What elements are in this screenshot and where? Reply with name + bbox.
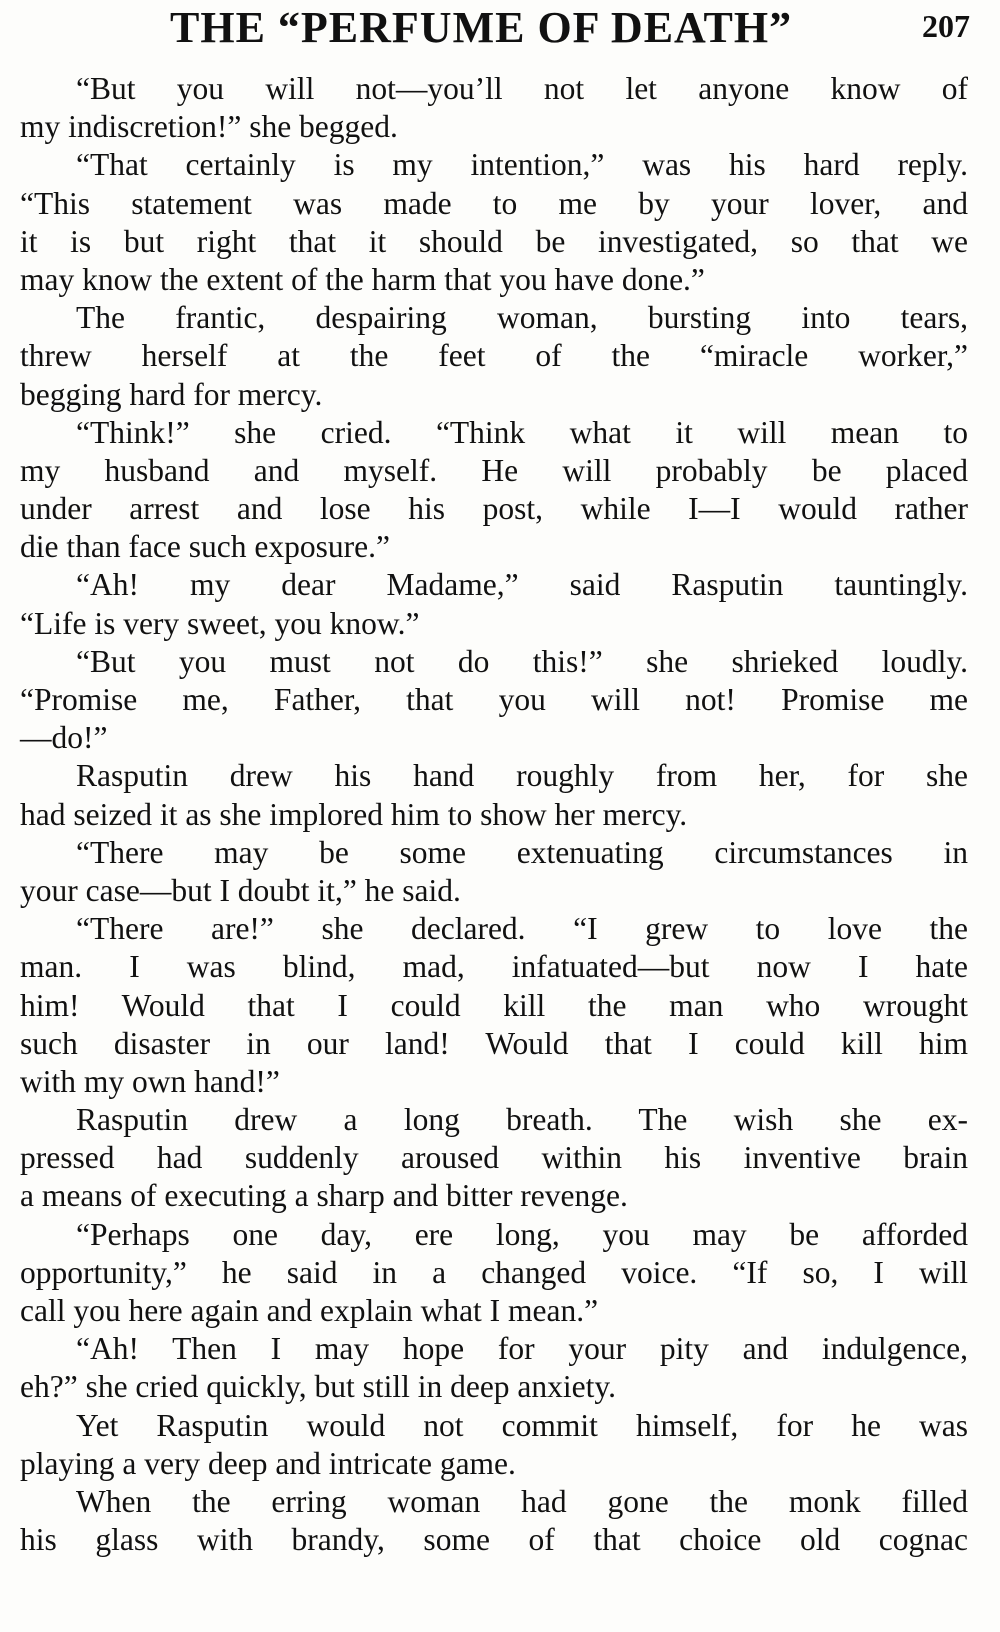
page-header [20,0,980,52]
text-line: my indiscretion!” she begged. [20,109,398,145]
text-line: threw herself at the feet of the “miracle worker,” [20,338,968,374]
text-line: pressed had suddenly aroused within his inventive brain [20,1140,968,1176]
text-line: with my own hand!” [20,1063,280,1099]
text-line: man. I was blind, mad, infatuated—but now I hate [20,949,968,985]
text-line: “But you will not—you’ll not let anyone know of [76,71,968,106]
text-line: —do!” [20,720,108,756]
text-line: “Promise me, Father, that you will not! Promise me [20,682,968,717]
text-line: “Life is very sweet, you know.” [20,605,420,641]
text-line: When the erring woman had gone the monk filled [76,1483,968,1519]
text-line: under arrest and lose his post, while I—I would rather [20,491,968,527]
text-line: had seized it as she implored him to show her mercy. [20,796,688,832]
text-line: “Perhaps one day, ere long, you may be afforded [76,1216,968,1252]
text-line: The frantic, despairing woman, bursting into tears, [76,300,968,336]
text-line: “This statement was made to me by your lover, and [20,185,968,221]
text-line: “That certainly is my intention,” was his hard reply. [76,147,968,183]
text-line: call you here again and explain what I mean.” [20,1293,599,1328]
text-line: “Ah! Then I may hope for your pity and indulgence, [76,1331,968,1367]
text-line: his glass with brandy, some of that choice old cognac [20,1522,968,1558]
text-line: Yet Rasputin would not commit himself, for he was [76,1407,968,1443]
text-line: opportunity,” he said in a changed voice. “If so, I will [20,1254,968,1290]
text-line: playing a very deep and intricate game. [20,1445,516,1481]
text-line: may know the extent of the harm that you have done.” [20,261,705,297]
text-line: begging hard for mercy. [20,376,323,412]
text-line: “Ah! my dear Madame,” said Rasputin tauntingly. [76,567,968,603]
text-line: eh?” she cried quickly, but still in deep anxiety. [20,1369,616,1405]
text-line: him! Would that I could kill the man who wrought [20,987,968,1023]
text-line: “But you must not do this!” she shrieked loudly. [76,643,968,679]
text-line: die than face such exposure.” [20,529,390,565]
text-line: “Think!” she cried. “Think what it will mean to [76,414,968,450]
body-text [20,70,968,1559]
text-line: “There may be some extenuating circumstances in [76,834,968,870]
text-line: your case—but I doubt it,” he said. [20,872,461,908]
page-number: 207 [922,8,970,44]
text-line: a means of executing a sharp and bitter revenge. [20,1178,628,1214]
text-line: “There are!” she declared. “I grew to love the [76,911,968,947]
text-line: Rasputin drew a long breath. The wish she ex- [76,1102,968,1138]
text-line: it is but right that it should be investigated, so that we [20,223,968,259]
text-line: Rasputin drew his hand roughly from her, for she [76,758,968,794]
running-title: THE “PERFUME OF DEATH” [170,3,793,52]
text-line: such disaster in our land! Would that I could kill him [20,1025,968,1061]
text-line: my husband and myself. He will probably be placed [20,452,968,488]
